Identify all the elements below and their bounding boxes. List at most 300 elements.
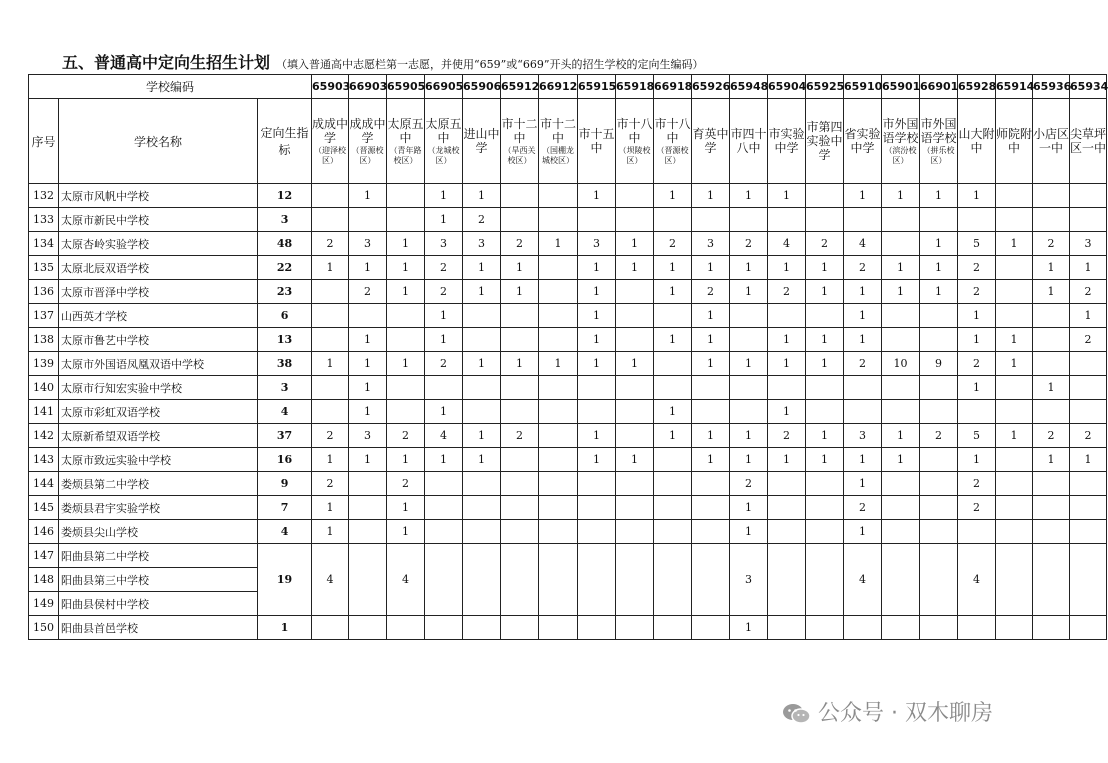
row-cell: 1: [844, 304, 882, 328]
row-cell: [501, 328, 539, 352]
row-cell: [882, 616, 920, 640]
row-cell: [616, 496, 654, 520]
row-cell: [692, 208, 730, 232]
row-cell: 1: [692, 328, 730, 352]
row-quota: 3: [258, 376, 312, 400]
row-cell: [349, 472, 387, 496]
row-cell: [1033, 544, 1070, 616]
admission-plan-table: [28, 74, 1107, 640]
row-school-name: 太原市行知宏实验中学校: [59, 376, 258, 400]
row-cell: 2: [844, 352, 882, 376]
row-cell: [882, 400, 920, 424]
row-cell: 1: [387, 520, 425, 544]
row-cell: 1: [730, 448, 768, 472]
school-code: 66918: [654, 75, 692, 99]
row-cell: 1: [920, 256, 958, 280]
row-cell: 1: [996, 424, 1033, 448]
row-cell: [539, 544, 578, 616]
row-cell: 1: [501, 352, 539, 376]
row-cell: [539, 280, 578, 304]
row-cell: [463, 472, 501, 496]
row-seq: 139: [29, 352, 59, 376]
row-cell: 2: [1070, 280, 1107, 304]
row-cell: 1: [1033, 376, 1070, 400]
school-code: 65906: [463, 75, 501, 99]
row-cell: 1: [578, 328, 616, 352]
row-cell: [996, 256, 1033, 280]
row-cell: 2: [501, 424, 539, 448]
row-quota: 1: [258, 616, 312, 640]
target-school-header: [387, 99, 425, 184]
row-cell: [616, 520, 654, 544]
row-cell: 1: [730, 520, 768, 544]
row-school-name: 太原市彩虹双语学校: [59, 400, 258, 424]
row-seq: 143: [29, 448, 59, 472]
row-cell: 1: [349, 352, 387, 376]
row-cell: [616, 424, 654, 448]
row-cell: 1: [882, 256, 920, 280]
row-cell: 2: [349, 280, 387, 304]
row-cell: 2: [958, 472, 996, 496]
row-cell: [539, 400, 578, 424]
row-school-name: 阳曲县侯村中学校: [59, 592, 258, 616]
row-cell: [501, 304, 539, 328]
target-school-name: 市第四实验中学: [806, 120, 843, 162]
row-cell: [539, 448, 578, 472]
row-cell: 1: [349, 376, 387, 400]
row-cell: [882, 544, 920, 616]
row-school-name: 太原市风帆中学校: [59, 184, 258, 208]
row-cell: [312, 304, 349, 328]
target-school-header: [692, 99, 730, 184]
row-cell: [996, 280, 1033, 304]
target-school-name: 育英中学: [692, 127, 729, 155]
row-cell: 1: [463, 280, 501, 304]
row-quota: 4: [258, 520, 312, 544]
row-seq: 150: [29, 616, 59, 640]
row-cell: [501, 616, 539, 640]
row-cell: 1: [654, 256, 692, 280]
row-cell: 2: [654, 232, 692, 256]
row-cell: [312, 400, 349, 424]
row-cell: [425, 376, 463, 400]
row-school-name: 太原市鲁艺中学校: [59, 328, 258, 352]
target-school-header: [806, 99, 844, 184]
row-cell: [996, 376, 1033, 400]
row-cell: [312, 208, 349, 232]
table-row: [29, 616, 1107, 640]
row-cell: 2: [312, 472, 349, 496]
row-cell: [920, 400, 958, 424]
table-row: [29, 424, 1107, 448]
row-cell: [578, 376, 616, 400]
row-cell: [463, 616, 501, 640]
row-cell: 1: [768, 256, 806, 280]
row-cell: 1: [616, 448, 654, 472]
row-cell: 1: [387, 280, 425, 304]
row-cell: 1: [730, 256, 768, 280]
row-cell: [1033, 616, 1070, 640]
row-cell: [654, 496, 692, 520]
row-cell: [1033, 496, 1070, 520]
row-cell: 1: [844, 472, 882, 496]
row-quota: 4: [258, 400, 312, 424]
table-row: [29, 232, 1107, 256]
row-cell: [920, 304, 958, 328]
row-cell: [312, 616, 349, 640]
target-school-name: 省实验中学: [844, 127, 881, 155]
row-seq: 136: [29, 280, 59, 304]
row-cell: [730, 376, 768, 400]
row-cell: [349, 304, 387, 328]
row-cell: 2: [425, 352, 463, 376]
row-cell: [806, 376, 844, 400]
row-cell: [996, 304, 1033, 328]
school-code: 65934: [1070, 75, 1107, 99]
row-cell: [920, 208, 958, 232]
row-cell: [882, 472, 920, 496]
row-cell: [654, 376, 692, 400]
table-row: [29, 184, 1107, 208]
row-cell: 2: [920, 424, 958, 448]
row-cell: 1: [1070, 448, 1107, 472]
school-code: 66901: [920, 75, 958, 99]
row-cell: 1: [312, 352, 349, 376]
target-school-campus: （坝陵校区）: [618, 145, 651, 165]
row-cell: 1: [844, 328, 882, 352]
row-cell: [730, 328, 768, 352]
row-cell: [501, 208, 539, 232]
row-cell: 1: [578, 280, 616, 304]
row-cell: 1: [1033, 256, 1070, 280]
school-code: 65915: [578, 75, 616, 99]
row-cell: 1: [920, 184, 958, 208]
row-cell: 1: [312, 448, 349, 472]
row-cell: [996, 184, 1033, 208]
row-cell: [996, 472, 1033, 496]
row-cell: 1: [730, 352, 768, 376]
row-cell: 3: [844, 424, 882, 448]
row-cell: [616, 376, 654, 400]
target-school-name: 市十二中: [501, 116, 538, 145]
row-cell: [1033, 352, 1070, 376]
row-cell: 1: [349, 184, 387, 208]
row-cell: 1: [996, 352, 1033, 376]
code-header-row: [29, 75, 1107, 99]
row-cell: [387, 328, 425, 352]
row-cell: [387, 376, 425, 400]
target-school-header: [312, 99, 349, 184]
row-cell: [806, 544, 844, 616]
row-cell: 2: [425, 256, 463, 280]
row-cell: [654, 544, 692, 616]
target-school-header: [539, 99, 578, 184]
school-code: 65905: [387, 75, 425, 99]
code-header-label: 学校编码: [29, 75, 312, 99]
row-cell: 1: [996, 232, 1033, 256]
row-quota: 3: [258, 208, 312, 232]
row-cell: 1: [920, 232, 958, 256]
row-cell: 1: [692, 424, 730, 448]
row-cell: 1: [387, 232, 425, 256]
table-row: [29, 544, 1107, 568]
row-cell: 1: [730, 616, 768, 640]
row-cell: [920, 472, 958, 496]
row-cell: [806, 400, 844, 424]
row-cell: [1070, 496, 1107, 520]
row-cell: [501, 184, 539, 208]
row-cell: 1: [768, 400, 806, 424]
row-cell: [616, 472, 654, 496]
row-cell: [1070, 616, 1107, 640]
row-cell: [1070, 208, 1107, 232]
target-school-header: [844, 99, 882, 184]
target-school-name: 市十八中: [654, 116, 691, 145]
row-cell: [1070, 472, 1107, 496]
row-cell: [578, 520, 616, 544]
row-cell: 4: [425, 424, 463, 448]
row-cell: 1: [1033, 448, 1070, 472]
target-school-name: 太原五中: [387, 116, 424, 145]
row-cell: [882, 208, 920, 232]
row-cell: 1: [958, 184, 996, 208]
row-seq: 134: [29, 232, 59, 256]
row-cell: [578, 544, 616, 616]
row-cell: [654, 448, 692, 472]
target-school-header: [996, 99, 1033, 184]
target-school-header: [882, 99, 920, 184]
target-school-header: [730, 99, 768, 184]
row-cell: [539, 616, 578, 640]
row-cell: 2: [844, 496, 882, 520]
row-quota: 6: [258, 304, 312, 328]
target-school-name: 进山中学: [463, 127, 500, 155]
row-cell: [1070, 184, 1107, 208]
row-cell: [806, 520, 844, 544]
row-cell: 1: [692, 184, 730, 208]
row-cell: [463, 304, 501, 328]
row-cell: 1: [768, 352, 806, 376]
row-cell: 5: [958, 424, 996, 448]
row-cell: 3: [578, 232, 616, 256]
row-cell: [1070, 376, 1107, 400]
row-school-name: 太原北辰双语学校: [59, 256, 258, 280]
row-cell: 5: [958, 232, 996, 256]
row-cell: [692, 472, 730, 496]
target-school-name: 山大附中: [958, 127, 995, 155]
row-seq: 144: [29, 472, 59, 496]
row-cell: [996, 520, 1033, 544]
school-code: 65904: [768, 75, 806, 99]
row-cell: [539, 472, 578, 496]
row-cell: 2: [501, 232, 539, 256]
school-code: 65910: [844, 75, 882, 99]
row-cell: 1: [996, 328, 1033, 352]
row-cell: 1: [768, 328, 806, 352]
row-cell: 9: [920, 352, 958, 376]
target-school-campus: （龙城校区）: [427, 145, 460, 165]
row-cell: 2: [958, 352, 996, 376]
row-cell: 2: [425, 280, 463, 304]
row-cell: [578, 496, 616, 520]
row-quota: 12: [258, 184, 312, 208]
row-cell: 1: [578, 424, 616, 448]
row-cell: 10: [882, 352, 920, 376]
table-row: [29, 256, 1107, 280]
row-cell: 2: [312, 232, 349, 256]
school-code: 66905: [425, 75, 463, 99]
table-row: [29, 448, 1107, 472]
school-code: 65912: [501, 75, 539, 99]
row-cell: 1: [958, 304, 996, 328]
row-cell: [616, 184, 654, 208]
school-code: 65936: [1033, 75, 1070, 99]
row-cell: [539, 496, 578, 520]
row-cell: [730, 304, 768, 328]
row-quota: 37: [258, 424, 312, 448]
row-cell: 2: [463, 208, 501, 232]
target-school-header: [501, 99, 539, 184]
row-cell: [768, 520, 806, 544]
row-cell: [463, 496, 501, 520]
row-cell: [463, 328, 501, 352]
row-cell: [1033, 400, 1070, 424]
row-cell: 2: [1070, 424, 1107, 448]
row-cell: 4: [844, 544, 882, 616]
row-cell: 3: [463, 232, 501, 256]
row-school-name: 太原新希望双语学校: [59, 424, 258, 448]
row-cell: [539, 256, 578, 280]
row-cell: 2: [387, 472, 425, 496]
row-cell: 1: [882, 280, 920, 304]
row-cell: [539, 208, 578, 232]
row-cell: [349, 208, 387, 232]
row-cell: [844, 376, 882, 400]
row-cell: 1: [387, 256, 425, 280]
row-cell: 4: [387, 544, 425, 616]
row-cell: 3: [730, 544, 768, 616]
row-cell: 1: [882, 448, 920, 472]
row-cell: [882, 328, 920, 352]
row-cell: 1: [349, 256, 387, 280]
row-cell: 1: [692, 304, 730, 328]
row-cell: 1: [692, 352, 730, 376]
row-cell: 1: [730, 424, 768, 448]
row-seq: 138: [29, 328, 59, 352]
row-cell: 1: [463, 448, 501, 472]
target-school-campus: （晋源校区）: [656, 145, 689, 165]
row-school-name: 太原市致远实验中学校: [59, 448, 258, 472]
section-note: （填入普通高中志愿栏第一志愿，并使用“659”或“669”开头的招生学校的定向生编码）: [276, 58, 704, 71]
row-cell: [1033, 304, 1070, 328]
row-cell: 1: [958, 328, 996, 352]
target-school-name: 成成中学: [349, 116, 386, 145]
school-code: 65914: [996, 75, 1033, 99]
row-cell: [616, 208, 654, 232]
row-quota: 48: [258, 232, 312, 256]
row-seq: 141: [29, 400, 59, 424]
school-code: 65928: [958, 75, 996, 99]
row-cell: [501, 472, 539, 496]
row-cell: [387, 616, 425, 640]
school-code: 65926: [692, 75, 730, 99]
row-school-name: 娄烦县君宇实验学校: [59, 496, 258, 520]
row-cell: 1: [654, 328, 692, 352]
row-cell: [654, 304, 692, 328]
row-cell: [958, 520, 996, 544]
row-cell: [692, 544, 730, 616]
target-school-header: [349, 99, 387, 184]
row-cell: [768, 208, 806, 232]
target-school-header: [1070, 99, 1107, 184]
table-row: [29, 520, 1107, 544]
row-cell: [1033, 472, 1070, 496]
row-cell: [692, 400, 730, 424]
section-title: 五、普通高中定向生招生计划: [62, 53, 271, 72]
table-row: [29, 472, 1107, 496]
row-cell: [806, 208, 844, 232]
row-cell: [425, 496, 463, 520]
row-cell: [692, 496, 730, 520]
row-cell: [996, 496, 1033, 520]
row-cell: 1: [806, 424, 844, 448]
row-cell: [920, 520, 958, 544]
row-cell: 2: [387, 424, 425, 448]
row-cell: 1: [425, 304, 463, 328]
row-school-name: 娄烦县尖山学校: [59, 520, 258, 544]
row-cell: [349, 616, 387, 640]
target-school-name: 尖草坪区一中: [1070, 127, 1107, 155]
row-cell: 3: [692, 232, 730, 256]
row-school-name: 阳曲县首邑学校: [59, 616, 258, 640]
row-cell: [539, 520, 578, 544]
row-cell: [882, 520, 920, 544]
target-school-header: [1033, 99, 1070, 184]
target-school-header: [578, 99, 616, 184]
row-cell: [1033, 208, 1070, 232]
target-school-name: 市十八中: [616, 116, 653, 145]
target-school-campus: （国棚龙城校区）: [542, 145, 575, 165]
school-code: 65948: [730, 75, 768, 99]
row-cell: 1: [578, 184, 616, 208]
school-code: 65901: [882, 75, 920, 99]
row-cell: [958, 616, 996, 640]
row-cell: 1: [730, 496, 768, 520]
row-seq: 135: [29, 256, 59, 280]
row-cell: 1: [616, 256, 654, 280]
table-row: [29, 496, 1107, 520]
target-school-name: 太原五中: [425, 116, 462, 145]
row-cell: 1: [387, 448, 425, 472]
row-cell: [768, 376, 806, 400]
row-seq: 137: [29, 304, 59, 328]
row-cell: [692, 520, 730, 544]
row-cell: 2: [692, 280, 730, 304]
row-cell: 1: [730, 280, 768, 304]
row-seq: 146: [29, 520, 59, 544]
row-cell: [654, 208, 692, 232]
row-cell: [578, 616, 616, 640]
row-cell: [920, 328, 958, 352]
row-cell: [1070, 352, 1107, 376]
row-cell: [312, 376, 349, 400]
target-school-header: [463, 99, 501, 184]
row-cell: 1: [425, 184, 463, 208]
row-cell: 1: [425, 448, 463, 472]
row-school-name: 太原杏岭实验学校: [59, 232, 258, 256]
row-cell: [920, 496, 958, 520]
row-seq: 133: [29, 208, 59, 232]
